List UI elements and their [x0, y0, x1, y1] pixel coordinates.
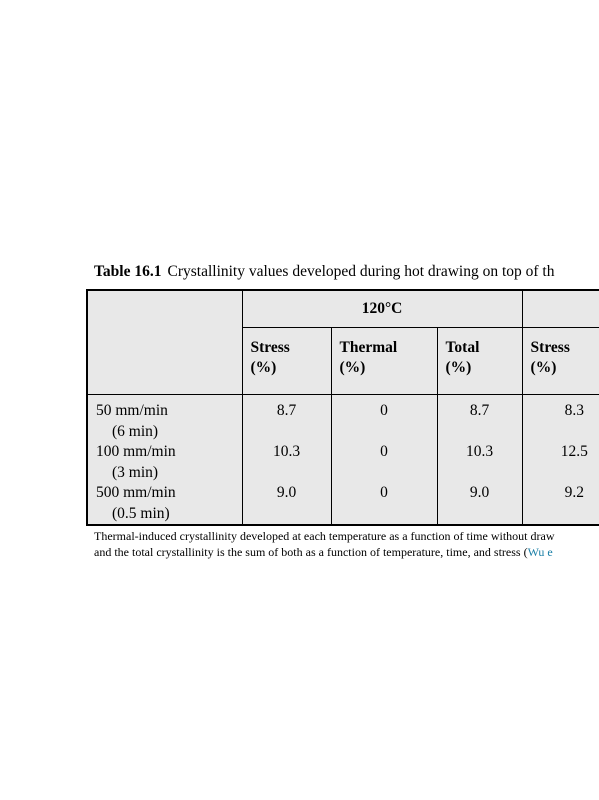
table-footnote: [94, 528, 555, 560]
citation-link[interactable]: Wu e: [527, 545, 553, 559]
temperature-header: 120°C: [242, 290, 522, 328]
table-number: Table 16.1: [94, 263, 162, 280]
crystallinity-table: [86, 289, 599, 526]
footnote-line-2: and the total crystallinity is the sum of both as a function of temperature, time, and stress (Wu e: [94, 545, 553, 559]
stress-values-2: 8.3 12.5 9.2: [522, 395, 599, 526]
footnote-line-1: Thermal-induced crystallinity developed at each temperature as a function of time without draw: [94, 529, 555, 543]
table-title: Crystallinity values developed during hot drawing on top of th: [167, 263, 555, 280]
table-caption: [94, 263, 555, 281]
subheader-thermal: Thermal (%): [331, 328, 437, 395]
subheader-stress-2: Stress (%): [522, 328, 599, 395]
crystallinity-table-container: [86, 289, 599, 520]
thermal-values: 0 0 0: [331, 395, 437, 526]
subheader-total: Total (%): [437, 328, 522, 395]
total-values: 8.7 10.3 9.0: [437, 395, 522, 526]
temperature-header-clipped: [522, 290, 599, 328]
table-row: [87, 395, 599, 526]
stress-values: 8.7 10.3 9.0: [242, 395, 331, 526]
header-empty-cell: [87, 290, 242, 395]
subheader-stress: Stress (%): [242, 328, 331, 395]
row-labels: 50 mm/min (6 min) 100 mm/min (3 min) 500 mm/min (0.5 min): [87, 395, 242, 526]
